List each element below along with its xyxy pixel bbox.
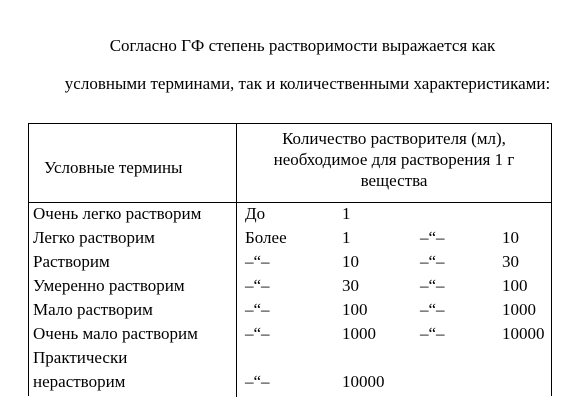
amount-cell: –“– <box>245 252 270 271</box>
amount-cell: 1 <box>342 228 351 247</box>
amount-cell: 100 <box>342 300 368 319</box>
table-row <box>0 300 585 324</box>
table-row <box>0 252 585 276</box>
table-row <box>0 348 585 372</box>
amount-cell: –“– <box>420 300 445 319</box>
amount-cell: 1000 <box>342 324 376 343</box>
term-cell: Умеренно растворим <box>33 276 185 295</box>
table-row <box>0 372 585 396</box>
amount-cell: 100 <box>502 276 528 295</box>
amount-cell: –“– <box>420 276 445 295</box>
term-cell: Мало растворим <box>33 300 153 319</box>
amount-cell: –“– <box>420 228 445 247</box>
amount-cell: 30 <box>342 276 359 295</box>
amount-cell: –“– <box>245 372 270 391</box>
amount-cell: –“– <box>245 324 270 343</box>
amount-cell: 10000 <box>502 324 545 343</box>
amount-cell: –“– <box>420 252 445 271</box>
amount-cell: 30 <box>502 252 519 271</box>
term-cell: Очень легко растворим <box>33 204 202 223</box>
amount-cell: 1 <box>342 204 351 223</box>
term-cell: Очень мало растворим <box>33 324 198 343</box>
amount-cell: –“– <box>245 276 270 295</box>
amount-cell: 1000 <box>502 300 536 319</box>
header-divider <box>29 202 551 203</box>
term-cell: Практически <box>33 348 128 367</box>
header-amount-line: Количество растворителя (мл), <box>282 129 506 148</box>
table-row <box>0 204 585 228</box>
table-row <box>0 276 585 300</box>
amount-cell: –“– <box>420 324 445 343</box>
table-row <box>0 324 585 348</box>
header-terms: Условные термины <box>44 158 183 177</box>
amount-cell: До <box>245 204 266 223</box>
header-amount-line: необходимое для растворения 1 г <box>273 150 515 169</box>
intro-line-2: условными терминами, так и количественными характеристиками: <box>64 74 551 93</box>
header-solvent-amount <box>236 128 552 191</box>
amount-cell: 10 <box>342 252 359 271</box>
amount-cell: 10 <box>502 228 519 247</box>
term-cell: Легко растворим <box>33 228 155 247</box>
table-row <box>0 228 585 252</box>
header-amount-line: вещества <box>360 171 428 190</box>
amount-cell: –“– <box>245 300 270 319</box>
term-cell: нерастворим <box>33 372 126 391</box>
intro-line-1: Согласно ГФ степень растворимости выражается как <box>109 36 496 55</box>
amount-cell: 10000 <box>342 372 385 391</box>
term-cell: Растворим <box>33 252 110 271</box>
amount-cell: Более <box>245 228 287 247</box>
